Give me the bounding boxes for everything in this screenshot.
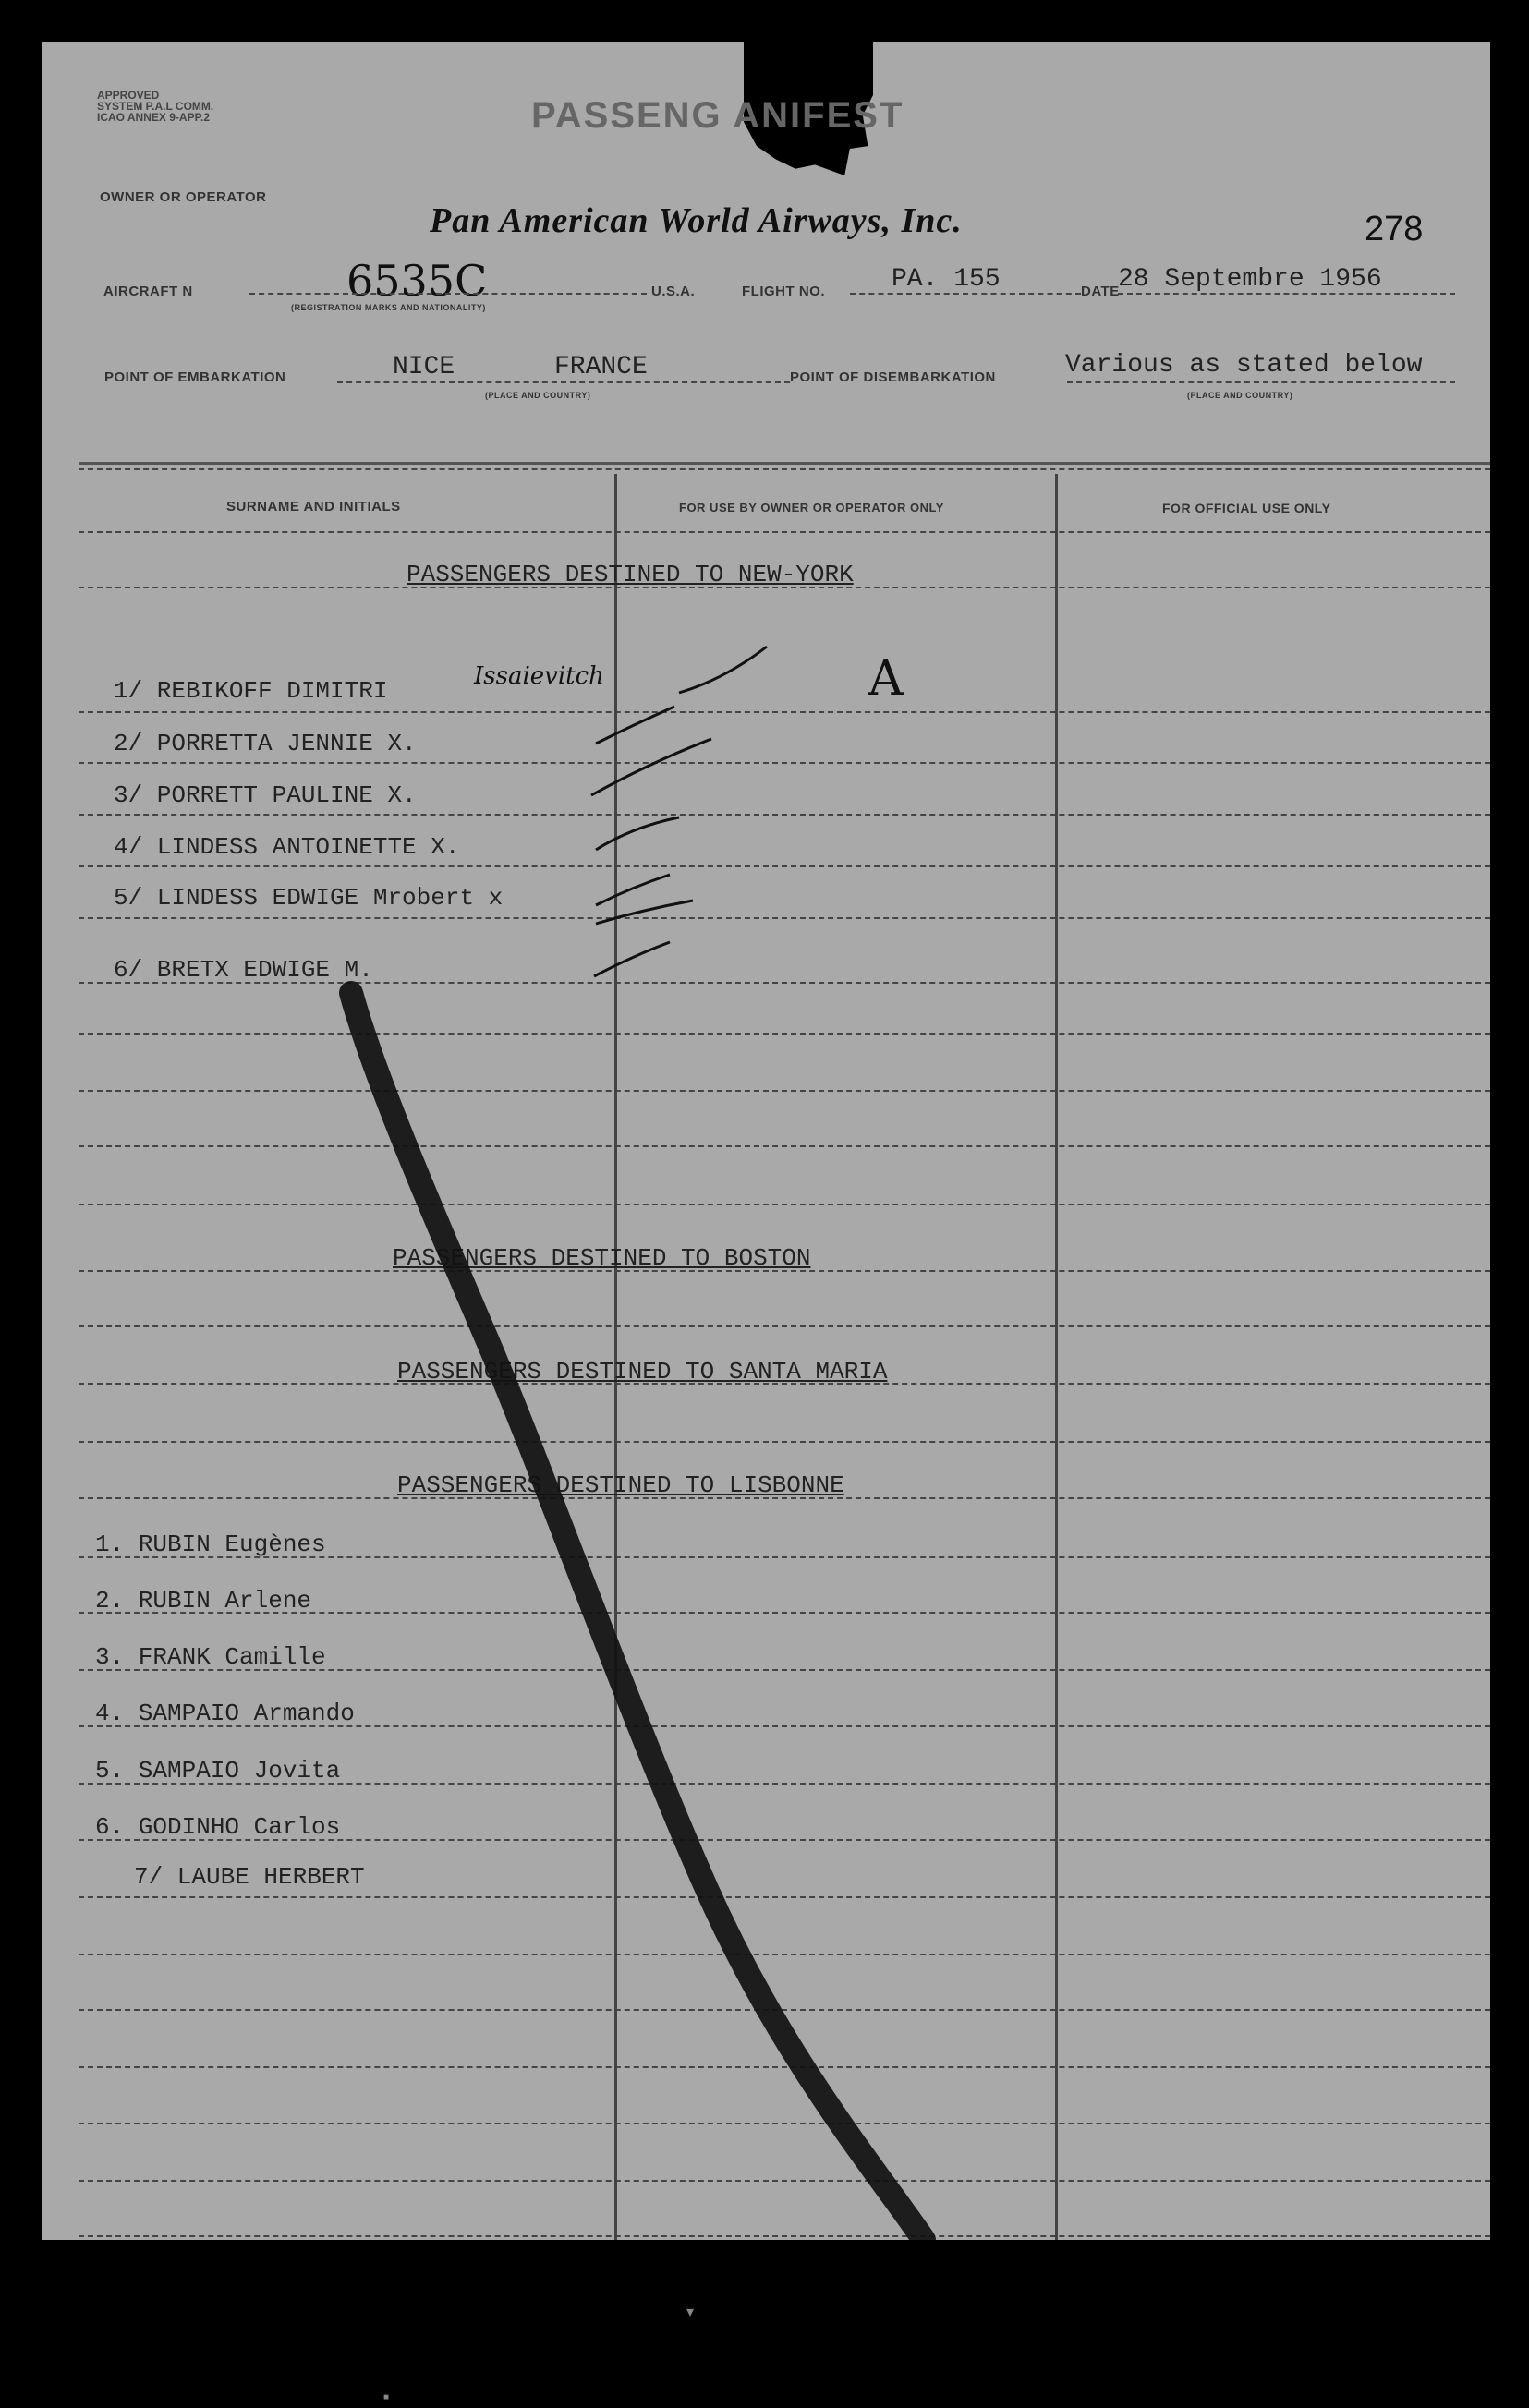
cancellation-stroke <box>42 42 1490 2240</box>
section-santa-maria: PASSENGERS DESTINED TO SANTA MARIA <box>397 1358 888 1386</box>
embark-label: POINT OF EMBARKATION <box>104 369 286 385</box>
passenger-row: 7/ LAUBE HERBERT <box>134 1863 365 1891</box>
handwritten-mark-a: A <box>868 651 904 707</box>
passenger-row: 3. FRANK Camille <box>95 1643 326 1671</box>
passenger-row: 4/ LINDESS ANTOINETTE X. <box>114 833 460 861</box>
page-title: PASSENG ANIFEST <box>531 95 904 136</box>
passenger-row: 1. RUBIN Eugènes <box>95 1531 326 1558</box>
passenger-row: 1/ REBIKOFF DIMITRI <box>114 677 388 705</box>
passenger-row: 5. SAMPAIO Jovita <box>95 1757 341 1785</box>
scan-speck: ▾ <box>686 2305 695 2320</box>
date-label: DATE <box>1081 284 1120 299</box>
section-new-york: PASSENGERS DESTINED TO NEW-YORK <box>407 561 854 588</box>
aircraft-sublabel: (REGISTRATION MARKS AND NATIONALITY) <box>291 303 486 312</box>
col-owner-header: FOR USE BY OWNER OR OPERATOR ONLY <box>679 501 944 514</box>
col-surname-header: SURNAME AND INITIALS <box>226 499 401 514</box>
section-lisbonne: PASSENGERS DESTINED TO LISBONNE <box>397 1471 844 1499</box>
scan-speck: ■ <box>383 2392 390 2402</box>
disembark-value: Various as stated below <box>1065 351 1423 380</box>
passenger-row: 6/ BRETX EDWIGE M. <box>114 956 373 984</box>
embark-country: FRANCE <box>554 353 648 381</box>
disembark-label: POINT OF DISEMBARKATION <box>790 369 996 385</box>
embark-city: NICE <box>393 353 455 381</box>
manifest-sheet <box>42 42 1490 2240</box>
aircraft-label: AIRCRAFT N <box>103 284 193 299</box>
flight-label: FLIGHT NO. <box>742 284 825 299</box>
page-number: 278 <box>1365 210 1424 248</box>
passenger-row: 5/ LINDESS EDWIGE Mrobert x <box>114 884 504 912</box>
usa-label: U.S.A. <box>651 284 696 299</box>
passenger-row: 2/ PORRETTA JENNIE X. <box>114 730 417 757</box>
handwritten-middle-name: Issaievitch <box>474 662 604 690</box>
passenger-row: 4. SAMPAIO Armando <box>95 1700 355 1727</box>
passenger-row: 3/ PORRETT PAULINE X. <box>114 781 417 809</box>
disembark-sublabel: (PLACE AND COUNTRY) <box>1187 391 1293 400</box>
owner-label: OWNER OR OPERATOR <box>100 189 267 205</box>
aircraft-value: 6535C <box>346 256 488 306</box>
airline-name: Pan American World Airways, Inc. <box>430 201 963 240</box>
embark-sublabel: (PLACE AND COUNTRY) <box>485 391 591 400</box>
section-boston: PASSENGERS DESTINED TO BOSTON <box>393 1244 811 1272</box>
col-official-header: FOR OFFICIAL USE ONLY <box>1162 501 1331 515</box>
passenger-row: 6. GODINHO Carlos <box>95 1813 341 1841</box>
flight-value: PA. 155 <box>892 265 1001 294</box>
approval-stamp: APPROVED SYSTEM P.A.L COMM. ICAO ANNEX 9-APP.2 <box>97 89 214 124</box>
date-value: 28 Septembre 1956 <box>1118 265 1382 294</box>
passenger-row: 2. RUBIN Arlene <box>95 1587 312 1615</box>
